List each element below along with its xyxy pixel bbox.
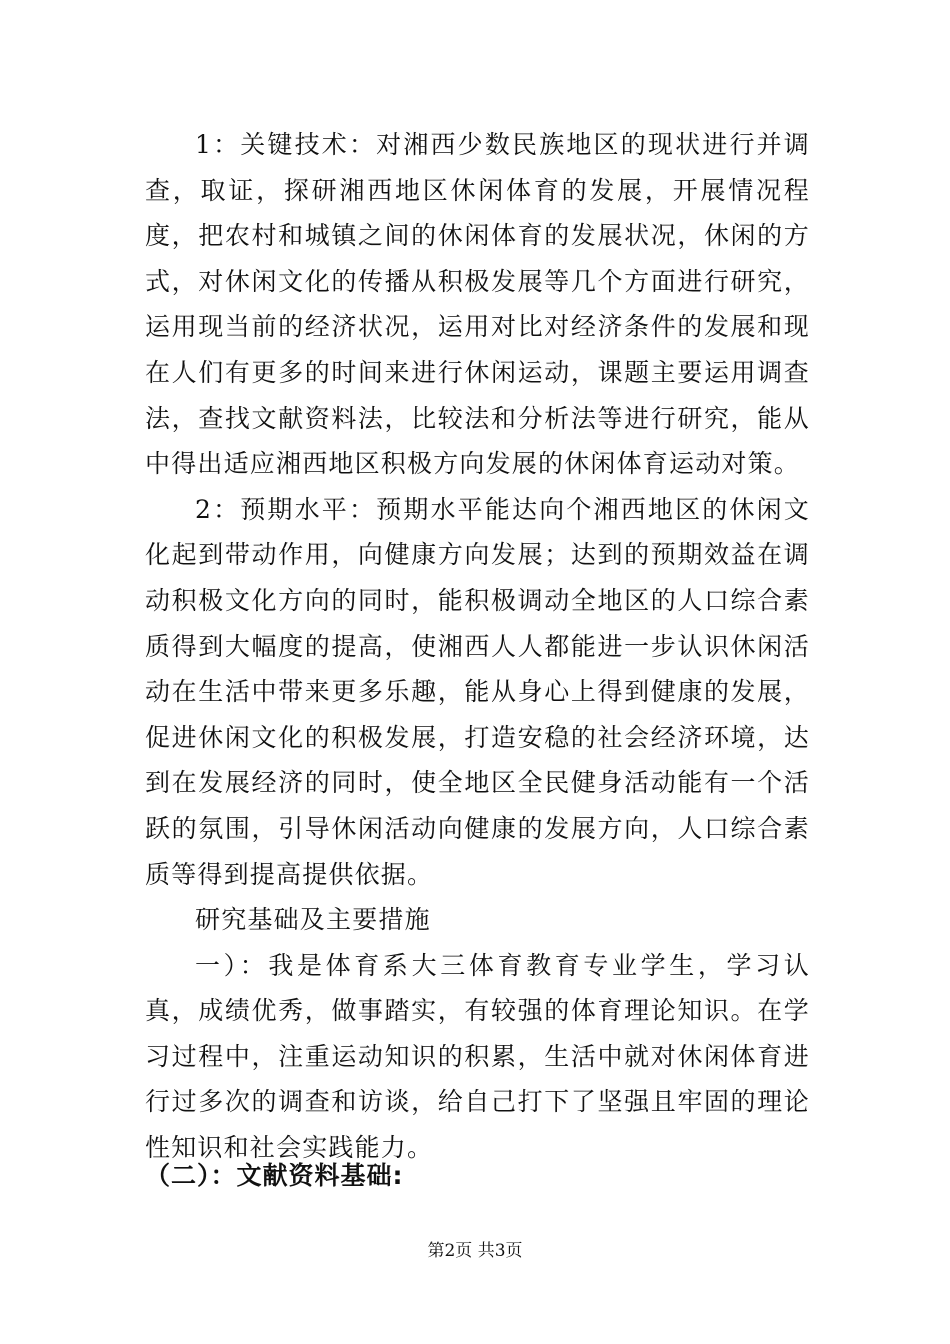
paragraph-expected-level: 2：预期水平：预期水平能达向个湘西地区的休闲文化起到带动作用，向健康方向发展；达到的预期效益在调动积极文化方向的同时，能积极调动全地区的人口综合素质得到大幅度的提高，使湘西人人都能进一步认识休闲活动在生活中带来更多乐趣，能从身心上得到健康的发展，促进休闲文化的积极发展，打造安稳的社会经济环境，达到在发展经济的同时，使全地区全民健身活动能有一个活跃的氛围，引导休闲活动向健康的发展方向，人口综合素质等得到提高提供依据。 <box>145 494 810 889</box>
paragraph-key-technology: 1：关键技术：对湘西少数民族地区的现状进行并调查，取证，探研湘西地区休闲体育的发展，开展情况程度，把农村和城镇之间的休闲体育的发展状况，休闲的方式，对休闲文化的传播从积极发展等几个方面进行研究，运用现当前的经济状况，运用对比对经济条件的发展和现在人们有更多的时间来进行休闲运动，课题主要运用调查法，查找文献资料法，比较法和分析法等进行研究，能从中得出适应湘西地区积极方向发展的休闲体育运动对策。 <box>145 130 810 479</box>
paragraph-student-basis: 一）：我是体育系大三体育教育专业学生，学习认真，成绩优秀，做事踏实，有较强的体育理论知识。在学习过程中，注重运动知识的积累，生活中就对休闲体育进行过多次的调查和访谈，给自己打下了坚强且牢固的理论性知识和社会实践能力。 <box>145 950 810 1163</box>
document-body <box>145 122 810 1171</box>
paragraph-research-basis-title: 研究基础及主要措施 <box>195 905 431 935</box>
page-number-footer: 第2页 共3页 <box>427 1241 523 1261</box>
section-heading-literature: （二）：文献资料基础: <box>145 1161 404 1190</box>
